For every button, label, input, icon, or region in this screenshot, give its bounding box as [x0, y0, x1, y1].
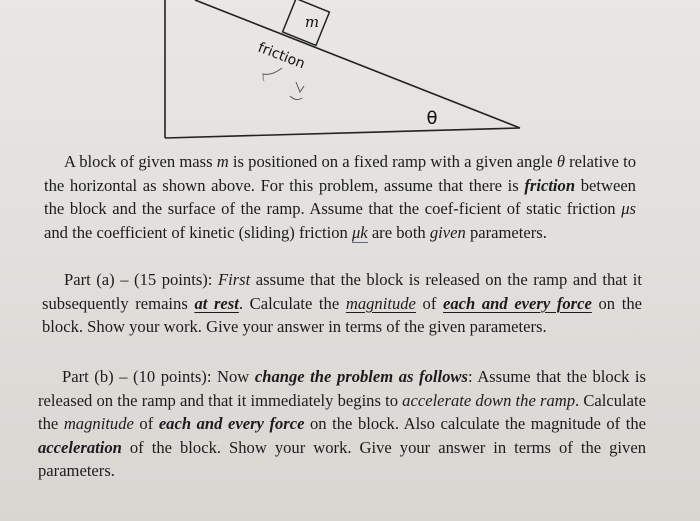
each-every-force-emphasis: each and every force [442, 293, 592, 313]
text-run: – (10 points): Now [113, 367, 255, 386]
text-run: : Assume that the block is released on the ramp and that it immediately begins to [38, 367, 646, 410]
magnitude-emphasis: magnitude [345, 293, 416, 313]
ramp-base [165, 128, 520, 138]
text-run: between the block and the surface of the ramp. Assume that the coef-ficient of static friction [44, 175, 636, 218]
kinetic-friction-symbol: μk [351, 222, 368, 242]
acceleration-emphasis: acceleration [38, 437, 122, 457]
angle-symbol: θ [556, 152, 565, 171]
part-a-paragraph [42, 268, 642, 339]
text-run: . Calculate the [38, 390, 646, 433]
text-run: parameters. [465, 222, 547, 242]
friction-emphasis: friction [524, 175, 576, 195]
friction-arrow-icon [262, 68, 304, 100]
magnitude-emphasis: magnitude [63, 414, 134, 433]
text-run: of the block. Show your work. Give your answer in terms of the given parameters. [38, 437, 646, 480]
text-run: A block of given mass [64, 152, 217, 171]
text-run: on the block. Show your work. Give your answer in terms of the given parameters. [42, 293, 642, 336]
accelerate-down-emphasis: accelerate down the ramp [402, 390, 576, 410]
part-b-label: Part (b) [62, 367, 114, 386]
mass-label: m [304, 13, 320, 31]
text-run: of [415, 293, 443, 313]
text-run: . Calculate the [238, 293, 346, 313]
ramp-figure [0, 0, 700, 150]
text-run: relative to the horizontal as shown above. For this problem, assume that there is [44, 152, 636, 195]
text-run: on the block. Also calculate the magnitude of the [304, 414, 647, 433]
mass-symbol: m [216, 152, 229, 171]
friction-label: friction [255, 39, 308, 73]
intro-paragraph [44, 150, 636, 244]
text-run: assume that the block is released on the ramp and that it subsequently remains [42, 270, 643, 313]
static-friction-symbol: μs [621, 199, 636, 218]
first-emphasis: First [217, 270, 251, 289]
text-run: of [133, 414, 159, 433]
part-b-paragraph [38, 365, 646, 483]
text-run: is positioned on a fixed ramp with a given angle [228, 152, 557, 171]
ramp-incline-surface [195, 0, 520, 128]
part-a-label: Part (a) [64, 270, 115, 289]
text-run: – (15 points): [114, 270, 218, 289]
angle-label: θ [426, 108, 438, 129]
each-every-force-emphasis: each and every force [158, 414, 305, 433]
text-run: and the coefficient of kinetic (sliding) friction [44, 222, 352, 242]
given-emphasis: given [429, 222, 466, 242]
change-problem-emphasis: change the problem as follows [254, 367, 468, 386]
text-run: are both [367, 222, 430, 242]
at-rest-emphasis: at rest [194, 293, 239, 313]
handwritten-scribble-icon: ( [262, 73, 266, 82]
